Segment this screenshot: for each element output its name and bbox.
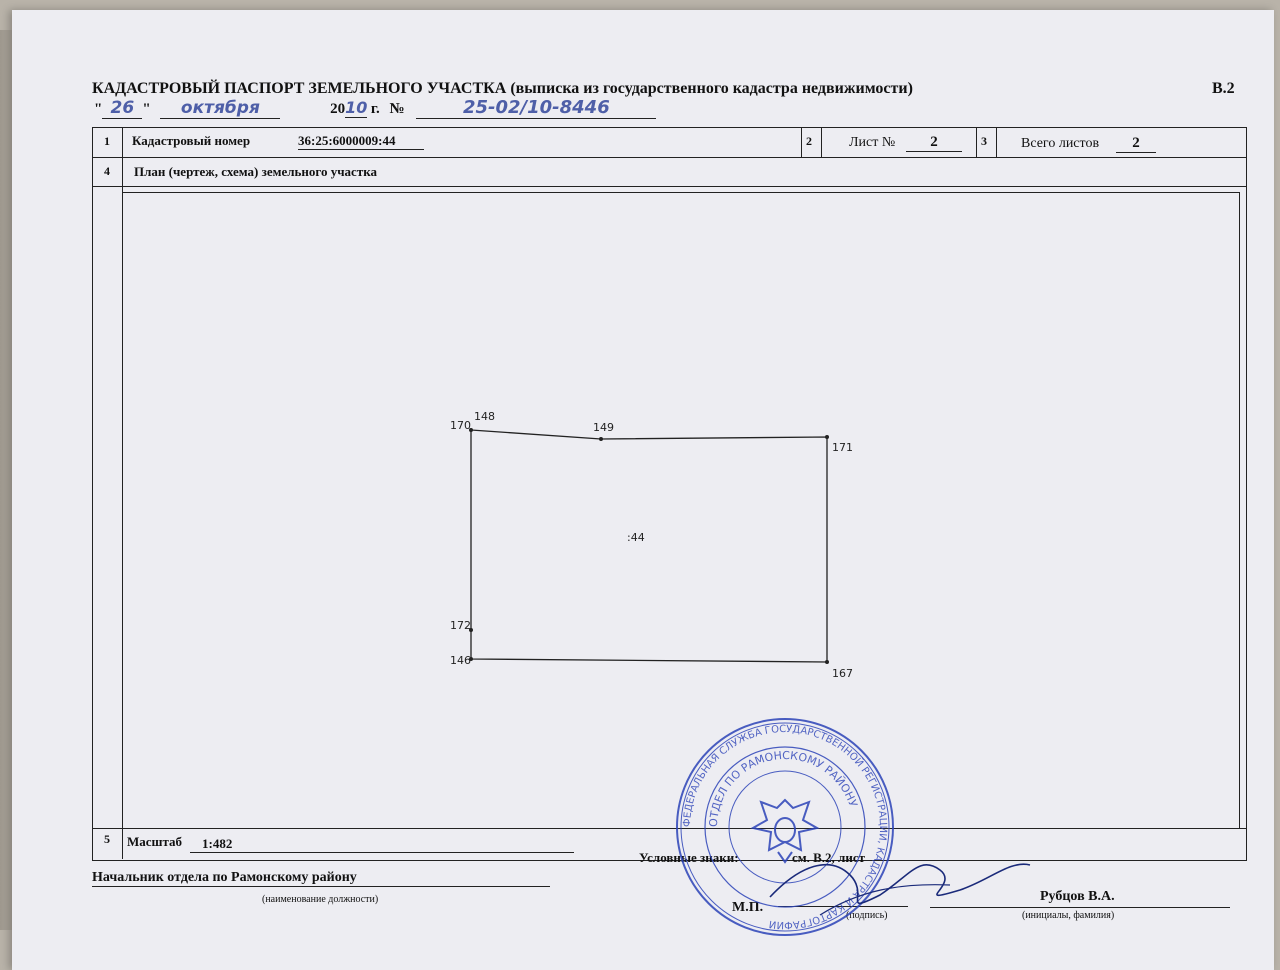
cell-number-4: 4: [104, 164, 110, 178]
date-day: 26: [102, 98, 142, 119]
cell-number-2: 2: [806, 134, 812, 148]
scale-value-text: 1:482: [202, 836, 233, 851]
parcel-boundary: [471, 430, 827, 662]
cell-number-1: 1: [104, 134, 110, 148]
cell-number-5: 5: [104, 832, 110, 846]
position-title: Начальник отдела по Рамонскому району: [92, 870, 550, 887]
signature-caption: (подпись): [846, 910, 888, 921]
position-caption: (наименование должности): [262, 894, 379, 905]
year-label: г.: [370, 101, 380, 117]
legend-value: см. В.2, лист: [792, 850, 865, 865]
point-label-172: 172: [450, 619, 471, 632]
point-label-167: 167: [832, 667, 853, 680]
sheet-number-label: Лист №: [849, 135, 896, 150]
point-label-171: 171: [832, 441, 853, 454]
stamp-place-label: М.П.: [732, 900, 764, 915]
boundary-point-171: [825, 435, 829, 439]
number-label: №: [389, 101, 405, 117]
scale-value: [190, 836, 574, 853]
year-prefix: 20: [330, 101, 346, 117]
parcel-label: :44: [627, 531, 645, 544]
total-sheets-value: 2: [1116, 135, 1156, 153]
signature: [760, 835, 1060, 935]
plan-label: План (чертеж, схема) земельного участка: [134, 164, 377, 179]
cadastral-number-label: Кадастровый номер: [132, 133, 251, 148]
date-month: октября: [160, 98, 280, 119]
point-label-170: 170: [450, 419, 471, 432]
scale-label: Масштаб: [127, 834, 183, 849]
year-suffix: 10: [345, 98, 368, 117]
boundary-point-167: [825, 660, 829, 664]
stamp-outer-text: ФЕДЕРАЛЬНАЯ СЛУЖБА ГОСУДАРСТВЕННОЙ РЕГИСТРАЦИИ, КАДАСТРА И КАРТОГРАФИИ: [681, 723, 889, 931]
boundary-point-149: [599, 437, 603, 441]
document-title: КАДАСТРОВЫЙ ПАСПОРТ ЗЕМЕЛЬНОГО УЧАСТКА (выписка из государственного кадастра недвижимости): [92, 80, 913, 97]
official-name: Рубцов В.А.: [1040, 889, 1115, 904]
point-label-146: 146: [450, 654, 471, 667]
sheet-number-value: 2: [906, 134, 962, 152]
point-label-148: 148: [474, 410, 495, 423]
number-value: 25-02/10-8446: [416, 97, 656, 119]
cadastral-number-value: 36:25:6000009:44: [298, 133, 424, 150]
legend-label: Условные знаки:: [639, 850, 739, 865]
date-line: " 26 " октября 2010 г. № 25-02/10-8446: [94, 97, 656, 119]
name-caption: (инициалы, фамилия): [1022, 910, 1115, 921]
total-sheets-label: Всего листов: [1021, 136, 1100, 151]
point-label-149: 149: [593, 421, 614, 434]
stamp-inner-text: ОТДЕЛ ПО РАМОНСКОМУ РАЙОНУ: [706, 748, 860, 828]
form-code: В.2: [1212, 80, 1235, 97]
cell-number-3: 3: [981, 134, 987, 148]
